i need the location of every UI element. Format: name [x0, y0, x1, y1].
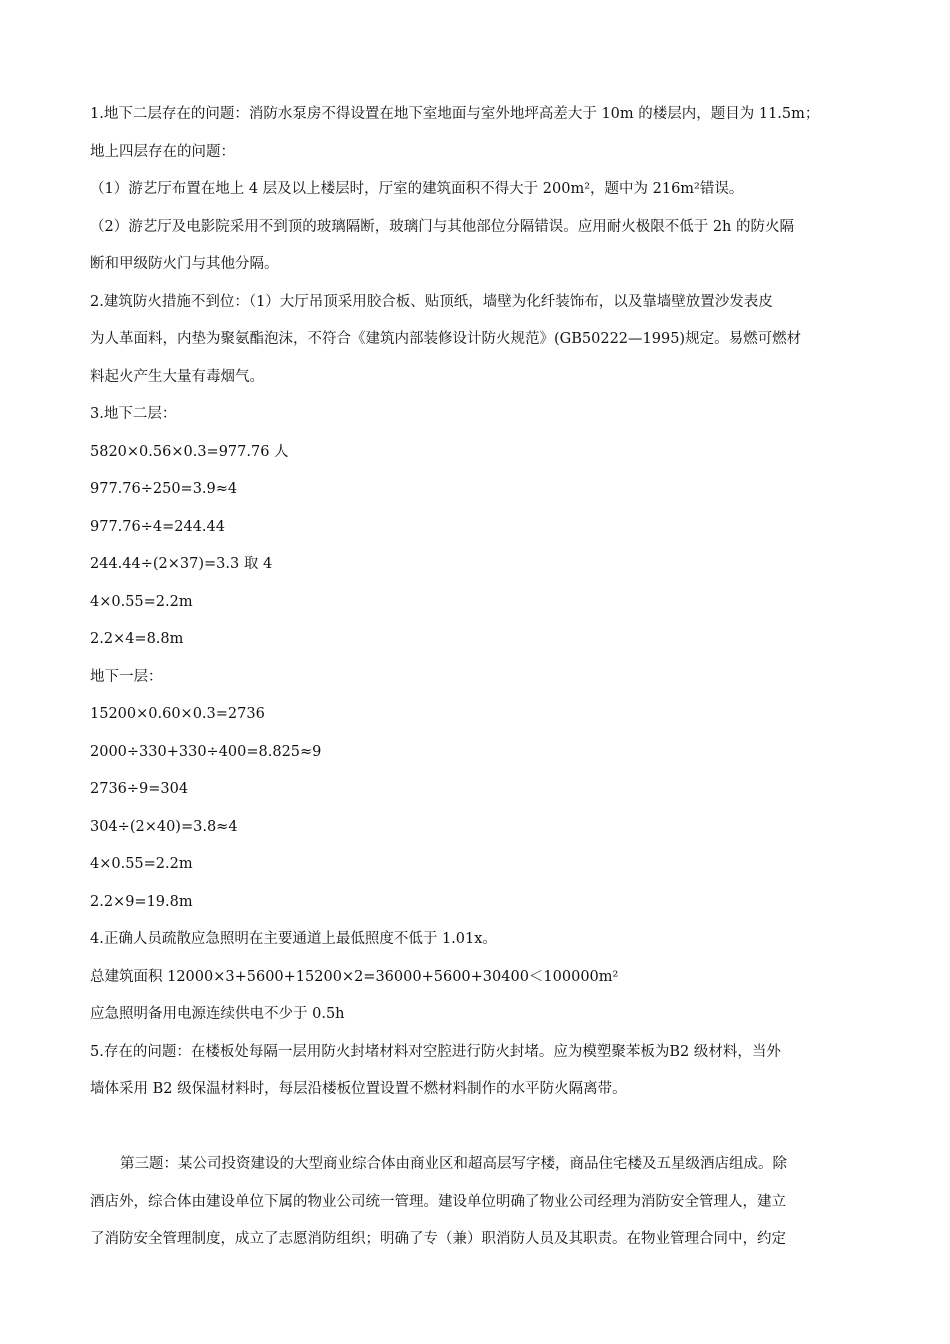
- text-line: 断和甲级防火门与其他分隔。: [90, 256, 279, 272]
- text-line: 料起火产生大量有毒烟气。: [90, 368, 264, 385]
- text-line: 为人革面料，内垫为聚氨酯泡沫，不符合《建筑内部装修设计防火规范》(GB50222—1995)规定。易燃可燃材: [90, 331, 802, 347]
- text-line: 2.2×9=19.8m: [90, 893, 193, 910]
- text-line: 2736÷9=304: [90, 781, 189, 797]
- document-body: [90, 96, 870, 1259]
- text-line: 4×0.55=2.2m: [90, 856, 193, 872]
- text-line: 244.44÷(2×37)=3.3 取 4: [90, 556, 273, 572]
- section3-line: 酒店外，综合体由建设单位下属的物业公司统一管理。建设单位明确了物业公司经理为消防安全管理人，建立: [90, 1193, 786, 1210]
- text-line: 3.地下二层：: [90, 406, 177, 422]
- paragraph-gap: [90, 1109, 870, 1147]
- section3-line: 了消防安全管理制度，成立了志愿消防组织；明确了专（兼）职消防人员及其职责。在物业管理合同中，约定: [90, 1231, 786, 1247]
- text-line: 1.地下二层存在的问题：消防水泵房不得设置在地下室地面与室外地坪高差大于 10m 的楼层内，题目为 11.5m；: [90, 106, 820, 122]
- section3-line: 第三题：某公司投资建设的大型商业综合体由商业区和超高层写字楼，商品住宅楼及五星级酒店组成。除: [120, 1156, 787, 1172]
- text-line: 2000÷330+330÷400=8.825≈9: [90, 743, 322, 760]
- text-line: 4.正确人员疏散应急照明在主要通道上最低照度不低于 1.01x。: [90, 931, 497, 947]
- text-line: 5.存在的问题：在楼板处每隔一层用防火封堵材料对空腔进行防火封堵。应为模塑聚苯板为B2 级材料，当外: [90, 1043, 781, 1060]
- text-line: 2.2×4=8.8m: [90, 631, 184, 647]
- text-line: 地上四层存在的问题：: [90, 143, 235, 160]
- text-line: 总建筑面积 12000×3+5600+15200×2=36000+5600+30400＜100000m²: [90, 968, 619, 985]
- text-line: 304÷(2×40)=3.8≈4: [90, 818, 238, 835]
- text-line: 4×0.55=2.2m: [90, 593, 193, 610]
- text-line: 5820×0.56×0.3=977.76 人: [90, 443, 289, 460]
- text-line: 应急照明备用电源连续供电不少于 0.5h: [90, 1006, 345, 1022]
- text-line: （1）游艺厅布置在地上 4 层及以上楼层时，厅室的建筑面积不得大于 200m²，题中为 216m²错误。: [90, 181, 744, 197]
- text-line: 地下一层：: [90, 668, 163, 685]
- text-line: 977.76÷4=244.44: [90, 518, 225, 535]
- text-line: 977.76÷250=3.9≈4: [90, 481, 238, 497]
- text-line: （2）游艺厅及电影院采用不到顶的玻璃隔断，玻璃门与其他部位分隔错误。应用耐火极限不低于 2h 的防火隔: [90, 218, 795, 235]
- text-line: 2.建筑防火措施不到位：（1）大厅吊顶采用胶合板、贴顶纸，墙壁为化纤装饰布，以及靠墙壁放置沙发表皮: [90, 293, 773, 310]
- text-line: 墙体采用 B2 级保温材料时，每层沿楼板位置设置不燃材料制作的水平防火隔离带。: [90, 1081, 627, 1097]
- text-line: 15200×0.60×0.3=2736: [90, 706, 265, 722]
